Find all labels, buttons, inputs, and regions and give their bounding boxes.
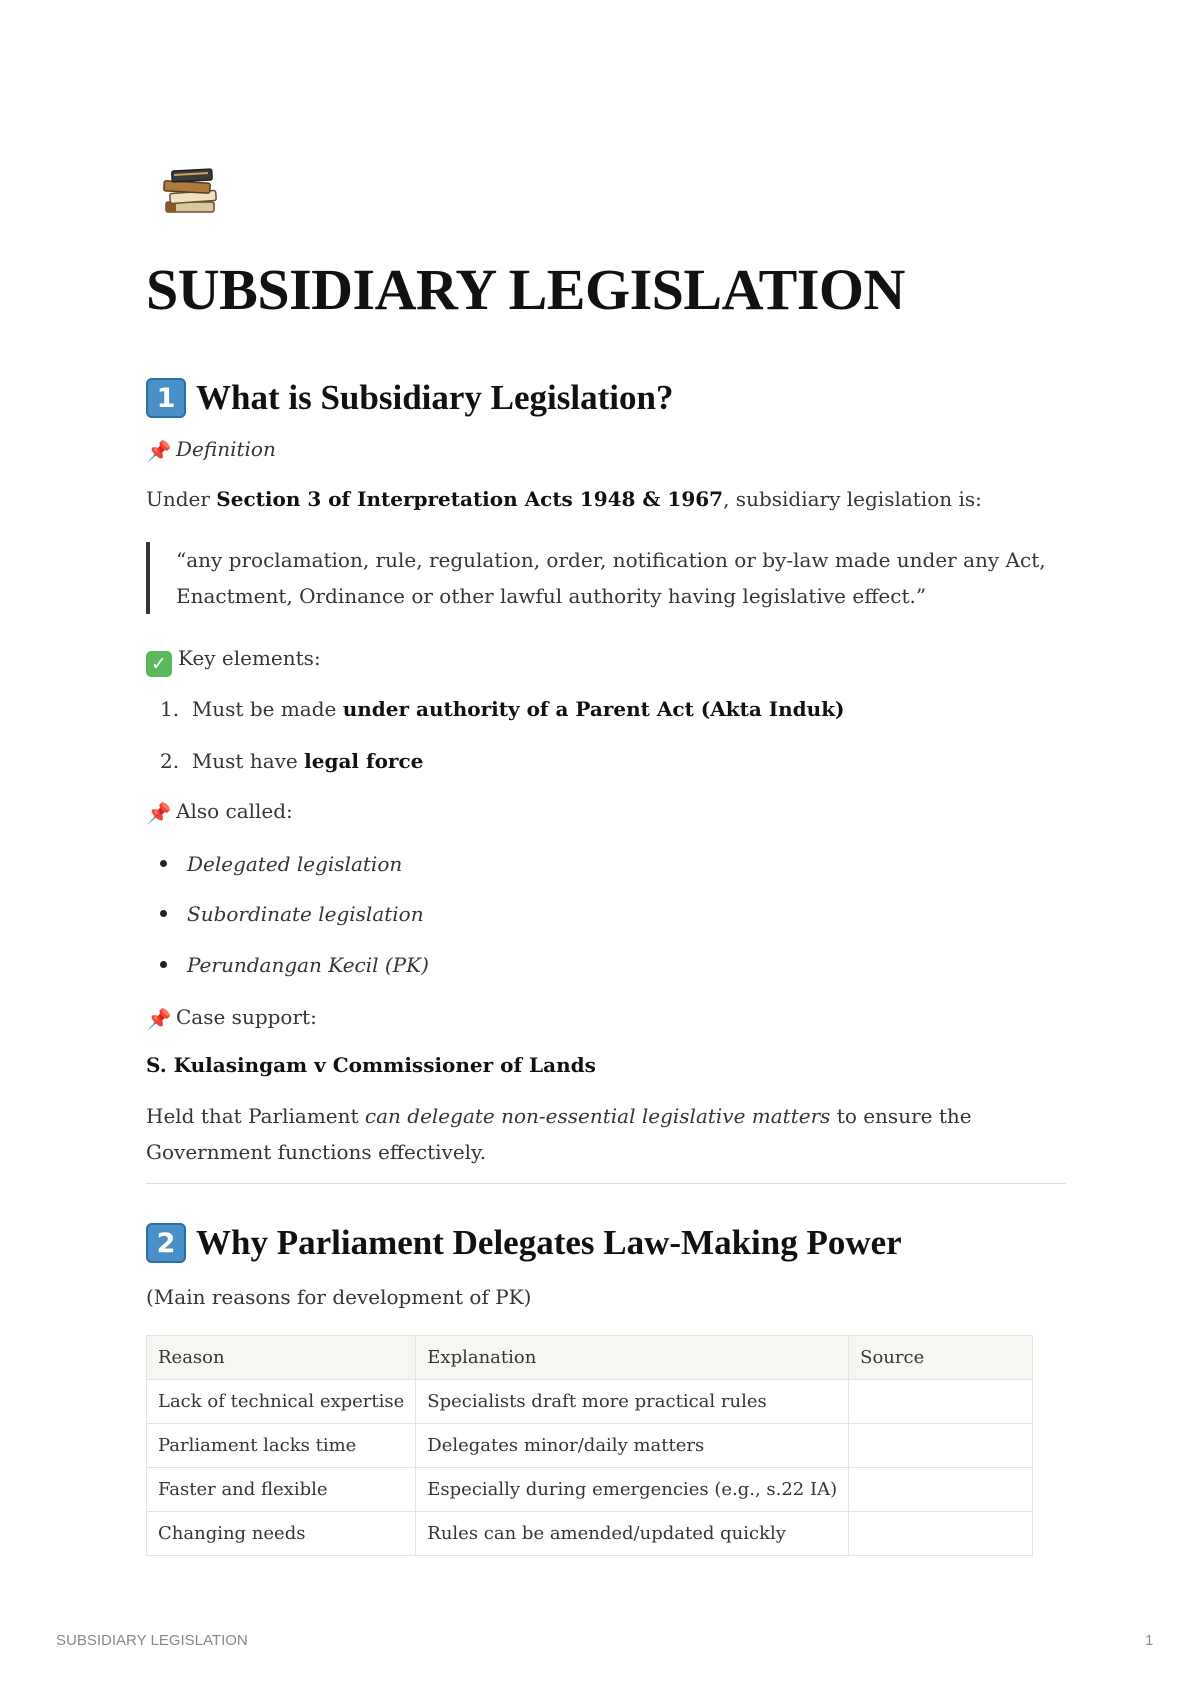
also-called-label: 📌 Also called: <box>146 795 293 829</box>
definition-label: 📌 Definition <box>146 433 276 467</box>
table-header-row <box>147 1336 1033 1380</box>
table-cell: Delegates minor/daily matters <box>416 1424 849 1468</box>
table-cell: Specialists draft more practical rules <box>416 1380 849 1424</box>
page-number: 1 <box>1145 1632 1154 1649</box>
table-cell <box>849 1380 1033 1424</box>
divider <box>146 1183 1066 1184</box>
check-mark-icon: ✓ <box>146 651 172 677</box>
books-icon <box>160 162 222 218</box>
table-row <box>147 1512 1033 1556</box>
case-support-label: 📌 Case support: <box>146 1001 317 1035</box>
section-2-subtitle: (Main reasons for development of PK) <box>146 1285 532 1309</box>
list-item: 2. Must have legal force <box>160 749 424 773</box>
list-item: Delegated legislation <box>160 848 402 880</box>
pushpin-icon: 📌 <box>146 439 172 463</box>
number-2-badge: 2 <box>146 1223 186 1263</box>
pushpin-icon: 📌 <box>146 801 172 825</box>
table-row <box>147 1468 1033 1512</box>
pushpin-icon: 📌 <box>146 1007 172 1031</box>
reasons-table <box>146 1335 1033 1556</box>
table-cell: Changing needs <box>147 1512 416 1556</box>
table-cell: Lack of technical expertise <box>147 1380 416 1424</box>
number-1-badge: 1 <box>146 378 186 418</box>
table-header-cell: Source <box>849 1336 1033 1380</box>
table-header-cell: Explanation <box>416 1336 849 1380</box>
list-item: 1. Must be made under authority of a Parent Act (Akta Induk) <box>160 697 845 721</box>
table-cell: Faster and flexible <box>147 1468 416 1512</box>
bullet-icon <box>160 910 167 917</box>
table-cell <box>849 1468 1033 1512</box>
table-row <box>147 1380 1033 1424</box>
bullet-icon <box>160 961 167 968</box>
table-header-cell: Reason <box>147 1336 416 1380</box>
definition-quote: “any proclamation, rule, regulation, order, notification or by-law made under any Act, Enactment, Ordinance or other lawful authority having legislative effect.” <box>146 542 1076 614</box>
list-item: Subordinate legislation <box>160 898 424 930</box>
bullet-icon <box>160 860 167 867</box>
table-row <box>147 1424 1033 1468</box>
list-item: Perundangan Kecil (PK) <box>160 949 429 981</box>
table-cell: Especially during emergencies (e.g., s.22 IA) <box>416 1468 849 1512</box>
table-cell: Rules can be amended/updated quickly <box>416 1512 849 1556</box>
key-elements-label: ✓ Key elements: <box>146 642 321 677</box>
footer-title: SUBSIDIARY LEGISLATION <box>56 1632 248 1649</box>
case-holding: Held that Parliament can delegate non-essential legislative matters to ensure the Government functions effectively. <box>146 1104 972 1164</box>
section-2-title: Why Parliament Delegates Law-Making Power <box>196 1223 902 1262</box>
definition-intro: Under Section 3 of Interpretation Acts 1948 & 1967, subsidiary legislation is: <box>146 487 982 511</box>
table-cell <box>849 1424 1033 1468</box>
table-cell <box>849 1512 1033 1556</box>
section-2-heading <box>146 1223 902 1263</box>
case-name: S. Kulasingam v Commissioner of Lands <box>146 1053 596 1077</box>
section-1-title: What is Subsidiary Legislation? <box>196 378 674 417</box>
section-1-heading <box>146 378 673 418</box>
page-title: SUBSIDIARY LEGISLATION <box>146 257 905 322</box>
table-cell: Parliament lacks time <box>147 1424 416 1468</box>
